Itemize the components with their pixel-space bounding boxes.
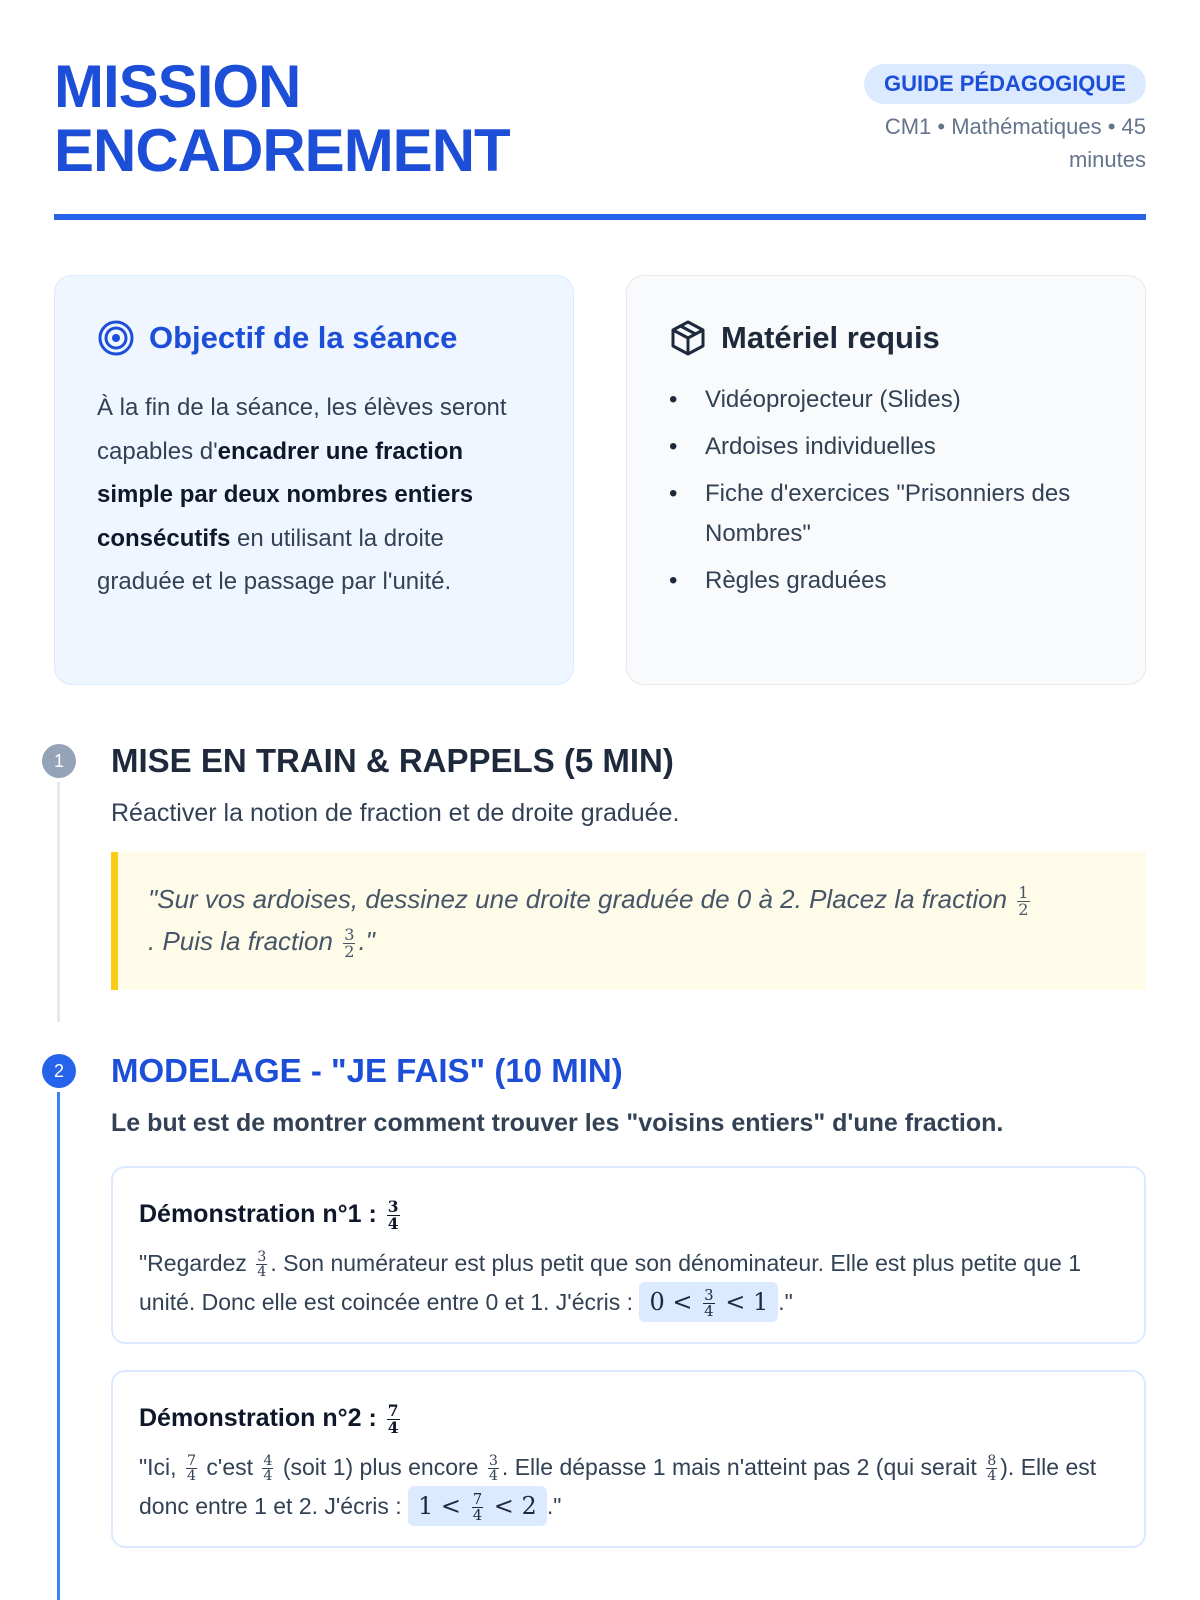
fraction [262,1454,273,1484]
fraction-denominator: 4 [472,1506,483,1524]
step-description: Réactiver la notion de fraction et de droite graduée. [111,799,680,827]
title-line-2: ENCADREMENT [54,117,510,184]
fraction-denominator: 2 [1018,899,1029,919]
list-item: • Vidéoprojecteur (Slides) [669,380,1103,420]
page-header [54,0,1146,222]
fraction [343,924,355,961]
demonstration-title [139,1194,1118,1234]
timeline-line [57,1092,60,1600]
timeline-line [57,782,60,1022]
fraction-denominator: 4 [263,1468,273,1485]
step-content [111,1050,1146,1548]
step-title: MISE EN TRAIN & RAPPELS (5 MIN) [111,742,674,779]
demonstration-label: Démonstration n°1 : [139,1200,377,1228]
inequality-right: < 2 [493,1492,537,1520]
demo-text-part: ." [778,1289,793,1315]
fraction [387,1403,400,1435]
demo-text-part: (soit 1) plus encore [276,1454,485,1480]
demo-text-part: ." [546,1493,562,1519]
fraction-denominator: 2 [344,941,355,961]
quote-text: . Puis la fraction [148,926,341,956]
class-info-line-1: CM1 • Mathématiques • 45 [884,114,1146,139]
teacher-quote [111,852,1146,990]
inequality-box [408,1486,547,1526]
fraction-denominator: 4 [488,1468,498,1485]
materials-card [626,275,1146,685]
fraction-denominator: 4 [186,1468,197,1485]
fraction-numerator: 4 [263,1453,273,1470]
fraction-denominator: 4 [387,1213,399,1233]
demo-text-part: "Regardez [139,1250,254,1276]
materials-title: Matériel requis [721,320,940,355]
fraction-numerator: 7 [472,1490,483,1509]
materials-heading [669,316,1103,360]
inequality-box [639,1282,778,1322]
list-item: • Ardoises individuelles [669,427,1103,467]
step-number-badge: 2 [42,1054,76,1088]
fraction [186,1454,197,1484]
guide-badge: GUIDE PÉDAGOGIQUE [864,64,1146,104]
demo-text-part: . Elle dépasse 1 mais n'atteint pas 2 (qui serait [501,1454,984,1480]
list-item: • Fiche d'exercices "Prisonniers des Nombres" [669,474,1103,554]
class-info [836,110,1146,176]
demonstration-text [139,1244,1118,1322]
fraction-numerator: 7 [387,1401,399,1421]
demo-text-part: "Ici, [139,1454,183,1480]
box-icon [669,319,707,357]
objective-heading [97,316,531,360]
demonstration-label: Démonstration n°2 : [139,1404,377,1432]
fraction [256,1250,267,1280]
objective-title: Objectif de la séance [149,320,458,355]
fraction-numerator: 8 [987,1453,997,1470]
fraction-denominator: 4 [257,1264,267,1281]
quote-text: "Sur vos ardoises, dessinez une droite graduée de 0 à 2. Placez la fraction [148,884,1015,914]
page-title [54,55,510,183]
fraction [488,1454,499,1484]
fraction-numerator: 3 [257,1249,267,1266]
fraction-numerator: 3 [387,1197,399,1217]
objective-text-start: À la fin de la séance, les élèves seront capables d' [97,394,507,465]
fraction-numerator: 3 [704,1286,714,1305]
title-line-1: MISSION [54,53,301,120]
step-number-badge: 1 [42,744,76,778]
header-meta [836,64,1146,176]
inequality-right: < 1 [725,1288,769,1316]
demonstration-title [139,1398,1118,1438]
demo-text-part: . Son numérateur est plus petit que son dénominateur. Elle est plus petite que 1 unité. Donc elle est coincée entre 0 et 1. J'écris : [139,1250,1081,1315]
demonstration-card-1 [111,1166,1146,1344]
objective-text [97,386,531,604]
materials-list [669,380,1103,601]
target-icon [97,319,135,357]
fraction [703,1288,714,1319]
fraction-numerator: 1 [1018,882,1029,902]
fraction [1017,882,1029,919]
objective-text-emphasis: encadrer une fraction simple par deux nombres entiers consécutifs [97,437,474,552]
fraction-denominator: 4 [704,1302,714,1320]
step-content [111,740,1146,990]
fraction [472,1492,483,1523]
class-info-line-2: minutes [1068,147,1146,172]
fraction [387,1199,400,1231]
demonstration-text [139,1448,1118,1526]
objective-card [54,275,574,685]
step-title: MODELAGE - "JE FAIS" (10 MIN) [111,1052,623,1089]
list-item: • Règles graduées [669,561,1103,601]
objective-text-end: en utilisant la droite graduée et le passage par l'unité. [97,524,452,595]
inequality-left: 0 < [649,1288,693,1316]
demonstration-card-2 [111,1370,1146,1548]
inequality-left: 1 < [418,1492,462,1520]
demo-text-part: c'est [200,1454,260,1480]
fraction-numerator: 3 [344,924,355,944]
summary-cards [54,275,1146,685]
fraction-numerator: 7 [186,1453,197,1470]
header-divider [54,214,1146,220]
fraction-denominator: 4 [987,1468,997,1485]
step-description: Le but est de montrer comment trouver les "voisins entiers" d'une fraction. [111,1109,1004,1137]
quote-text: ." [358,926,375,956]
fraction-numerator: 3 [488,1453,498,1470]
fraction [986,1454,997,1484]
fraction-denominator: 4 [387,1417,399,1437]
demo-text-part: ). Elle est donc entre 1 et 2. J'écris : [139,1454,1097,1519]
